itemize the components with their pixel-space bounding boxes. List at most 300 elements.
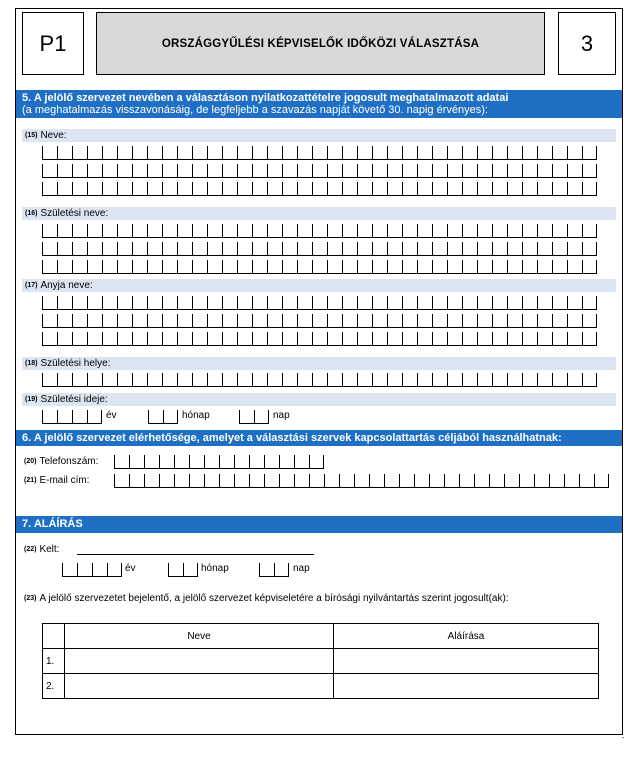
char-box[interactable] xyxy=(522,332,537,346)
char-box[interactable] xyxy=(162,296,177,310)
char-box[interactable] xyxy=(447,373,462,387)
char-box[interactable] xyxy=(147,224,162,238)
char-box[interactable] xyxy=(204,474,219,488)
char-box[interactable] xyxy=(237,314,252,328)
char-box[interactable] xyxy=(237,242,252,256)
char-box[interactable] xyxy=(507,373,522,387)
char-box[interactable] xyxy=(87,146,102,160)
char-box[interactable] xyxy=(582,242,597,256)
char-box[interactable] xyxy=(282,182,297,196)
char-box[interactable] xyxy=(342,182,357,196)
char-box[interactable] xyxy=(147,314,162,328)
char-box[interactable] xyxy=(384,474,399,488)
char-box[interactable] xyxy=(297,242,312,256)
char-box[interactable] xyxy=(309,474,324,488)
char-box[interactable] xyxy=(77,563,92,577)
char-box[interactable] xyxy=(312,260,327,274)
char-box[interactable] xyxy=(282,146,297,160)
char-box[interactable] xyxy=(504,474,519,488)
char-box[interactable] xyxy=(252,260,267,274)
char-box[interactable] xyxy=(342,260,357,274)
char-box[interactable] xyxy=(489,474,504,488)
char-box[interactable] xyxy=(192,242,207,256)
char-box[interactable] xyxy=(477,146,492,160)
char-box[interactable] xyxy=(147,146,162,160)
name-boxes-row3[interactable] xyxy=(42,182,597,196)
char-box[interactable] xyxy=(42,332,57,346)
char-box[interactable] xyxy=(507,296,522,310)
char-box[interactable] xyxy=(192,332,207,346)
char-box[interactable] xyxy=(417,373,432,387)
char-box[interactable] xyxy=(447,332,462,346)
char-box[interactable] xyxy=(327,182,342,196)
char-box[interactable] xyxy=(207,332,222,346)
char-box[interactable] xyxy=(417,332,432,346)
char-box[interactable] xyxy=(477,314,492,328)
birth-name-boxes-row2[interactable] xyxy=(42,242,597,256)
char-box[interactable] xyxy=(267,182,282,196)
char-box[interactable] xyxy=(582,332,597,346)
char-box[interactable] xyxy=(92,563,107,577)
char-box[interactable] xyxy=(192,164,207,178)
char-box[interactable] xyxy=(357,242,372,256)
char-box[interactable] xyxy=(447,242,462,256)
char-box[interactable] xyxy=(183,563,198,577)
char-box[interactable] xyxy=(357,373,372,387)
char-box[interactable] xyxy=(72,314,87,328)
char-box[interactable] xyxy=(357,224,372,238)
char-box[interactable] xyxy=(477,373,492,387)
char-box[interactable] xyxy=(189,474,204,488)
char-box[interactable] xyxy=(294,455,309,469)
char-box[interactable] xyxy=(264,474,279,488)
char-box[interactable] xyxy=(222,224,237,238)
char-box[interactable] xyxy=(259,563,274,577)
char-box[interactable] xyxy=(582,314,597,328)
char-box[interactable] xyxy=(42,296,57,310)
char-box[interactable] xyxy=(237,260,252,274)
char-box[interactable] xyxy=(132,164,147,178)
char-box[interactable] xyxy=(234,455,249,469)
name-boxes-row1[interactable] xyxy=(42,146,597,160)
char-box[interactable] xyxy=(567,164,582,178)
char-box[interactable] xyxy=(177,146,192,160)
char-box[interactable] xyxy=(474,474,489,488)
char-box[interactable] xyxy=(552,373,567,387)
char-box[interactable] xyxy=(207,314,222,328)
char-box[interactable] xyxy=(432,164,447,178)
char-box[interactable] xyxy=(417,314,432,328)
char-box[interactable] xyxy=(282,242,297,256)
char-box[interactable] xyxy=(267,373,282,387)
char-box[interactable] xyxy=(57,296,72,310)
char-box[interactable] xyxy=(207,224,222,238)
char-box[interactable] xyxy=(252,332,267,346)
char-box[interactable] xyxy=(327,296,342,310)
char-box[interactable] xyxy=(102,260,117,274)
char-box[interactable] xyxy=(249,455,264,469)
char-box[interactable] xyxy=(72,373,87,387)
char-box[interactable] xyxy=(237,164,252,178)
char-box[interactable] xyxy=(327,314,342,328)
char-box[interactable] xyxy=(582,260,597,274)
char-box[interactable] xyxy=(252,224,267,238)
char-box[interactable] xyxy=(522,182,537,196)
char-box[interactable] xyxy=(582,146,597,160)
char-box[interactable] xyxy=(57,410,72,424)
char-box[interactable] xyxy=(57,314,72,328)
char-box[interactable] xyxy=(252,182,267,196)
phone-boxes[interactable] xyxy=(114,455,324,469)
char-box[interactable] xyxy=(537,314,552,328)
kelt-place-line[interactable] xyxy=(77,554,314,555)
char-box[interactable] xyxy=(447,182,462,196)
char-box[interactable] xyxy=(312,224,327,238)
char-box[interactable] xyxy=(282,314,297,328)
char-box[interactable] xyxy=(42,410,57,424)
char-box[interactable] xyxy=(102,296,117,310)
char-box[interactable] xyxy=(447,164,462,178)
char-box[interactable] xyxy=(57,182,72,196)
char-box[interactable] xyxy=(552,146,567,160)
char-box[interactable] xyxy=(312,146,327,160)
char-box[interactable] xyxy=(579,474,594,488)
char-box[interactable] xyxy=(537,146,552,160)
char-box[interactable] xyxy=(492,373,507,387)
birth-name-boxes-row1[interactable] xyxy=(42,224,597,238)
char-box[interactable] xyxy=(297,314,312,328)
char-box[interactable] xyxy=(207,242,222,256)
char-box[interactable] xyxy=(372,224,387,238)
char-box[interactable] xyxy=(417,182,432,196)
char-box[interactable] xyxy=(372,182,387,196)
char-box[interactable] xyxy=(87,242,102,256)
char-box[interactable] xyxy=(222,242,237,256)
char-box[interactable] xyxy=(174,474,189,488)
char-box[interactable] xyxy=(42,182,57,196)
char-box[interactable] xyxy=(432,314,447,328)
char-box[interactable] xyxy=(387,182,402,196)
char-box[interactable] xyxy=(222,164,237,178)
char-box[interactable] xyxy=(297,332,312,346)
char-box[interactable] xyxy=(492,164,507,178)
char-box[interactable] xyxy=(282,332,297,346)
char-box[interactable] xyxy=(222,296,237,310)
char-box[interactable] xyxy=(132,314,147,328)
char-box[interactable] xyxy=(147,164,162,178)
char-box[interactable] xyxy=(234,474,249,488)
char-box[interactable] xyxy=(522,164,537,178)
char-box[interactable] xyxy=(267,260,282,274)
char-box[interactable] xyxy=(372,373,387,387)
char-box[interactable] xyxy=(582,373,597,387)
char-box[interactable] xyxy=(327,332,342,346)
char-box[interactable] xyxy=(507,224,522,238)
char-box[interactable] xyxy=(372,296,387,310)
char-box[interactable] xyxy=(42,242,57,256)
char-box[interactable] xyxy=(114,455,129,469)
char-box[interactable] xyxy=(102,164,117,178)
char-box[interactable] xyxy=(162,164,177,178)
char-box[interactable] xyxy=(254,410,269,424)
char-box[interactable] xyxy=(402,332,417,346)
birth-place-boxes[interactable] xyxy=(42,373,597,387)
char-box[interactable] xyxy=(462,332,477,346)
char-box[interactable] xyxy=(402,314,417,328)
char-box[interactable] xyxy=(237,296,252,310)
char-box[interactable] xyxy=(357,146,372,160)
char-box[interactable] xyxy=(219,455,234,469)
char-box[interactable] xyxy=(267,242,282,256)
char-box[interactable] xyxy=(462,260,477,274)
char-box[interactable] xyxy=(132,296,147,310)
char-box[interactable] xyxy=(87,164,102,178)
char-box[interactable] xyxy=(522,296,537,310)
char-box[interactable] xyxy=(342,224,357,238)
char-box[interactable] xyxy=(507,332,522,346)
char-box[interactable] xyxy=(312,373,327,387)
char-box[interactable] xyxy=(507,146,522,160)
char-box[interactable] xyxy=(537,242,552,256)
signer-signature-cell[interactable] xyxy=(334,674,599,699)
char-box[interactable] xyxy=(102,182,117,196)
char-box[interactable] xyxy=(147,182,162,196)
char-box[interactable] xyxy=(357,314,372,328)
char-box[interactable] xyxy=(264,455,279,469)
char-box[interactable] xyxy=(357,296,372,310)
char-box[interactable] xyxy=(117,373,132,387)
char-box[interactable] xyxy=(492,242,507,256)
char-box[interactable] xyxy=(132,332,147,346)
char-box[interactable] xyxy=(312,182,327,196)
char-box[interactable] xyxy=(42,164,57,178)
char-box[interactable] xyxy=(522,373,537,387)
char-box[interactable] xyxy=(312,242,327,256)
char-box[interactable] xyxy=(57,242,72,256)
char-box[interactable] xyxy=(372,242,387,256)
char-box[interactable] xyxy=(537,224,552,238)
char-box[interactable] xyxy=(117,164,132,178)
char-box[interactable] xyxy=(402,182,417,196)
email-boxes[interactable] xyxy=(114,474,609,488)
char-box[interactable] xyxy=(132,242,147,256)
char-box[interactable] xyxy=(522,260,537,274)
char-box[interactable] xyxy=(537,373,552,387)
char-box[interactable] xyxy=(192,296,207,310)
char-box[interactable] xyxy=(327,242,342,256)
char-box[interactable] xyxy=(102,224,117,238)
char-box[interactable] xyxy=(132,146,147,160)
char-box[interactable] xyxy=(117,182,132,196)
char-box[interactable] xyxy=(192,146,207,160)
char-box[interactable] xyxy=(387,373,402,387)
char-box[interactable] xyxy=(102,332,117,346)
char-box[interactable] xyxy=(522,242,537,256)
char-box[interactable] xyxy=(567,296,582,310)
char-box[interactable] xyxy=(207,164,222,178)
char-box[interactable] xyxy=(132,224,147,238)
char-box[interactable] xyxy=(267,296,282,310)
char-box[interactable] xyxy=(327,164,342,178)
char-box[interactable] xyxy=(342,373,357,387)
char-box[interactable] xyxy=(147,260,162,274)
char-box[interactable] xyxy=(417,296,432,310)
mother-name-boxes-row2[interactable] xyxy=(42,314,597,328)
char-box[interactable] xyxy=(132,182,147,196)
char-box[interactable] xyxy=(582,164,597,178)
char-box[interactable] xyxy=(477,296,492,310)
birth-name-boxes-row3[interactable] xyxy=(42,260,597,274)
char-box[interactable] xyxy=(297,182,312,196)
char-box[interactable] xyxy=(207,373,222,387)
signer-name-cell[interactable] xyxy=(65,649,334,674)
char-box[interactable] xyxy=(492,314,507,328)
char-box[interactable] xyxy=(462,224,477,238)
char-box[interactable] xyxy=(222,332,237,346)
char-box[interactable] xyxy=(252,373,267,387)
char-box[interactable] xyxy=(132,373,147,387)
char-box[interactable] xyxy=(462,314,477,328)
char-box[interactable] xyxy=(87,224,102,238)
char-box[interactable] xyxy=(57,146,72,160)
char-box[interactable] xyxy=(417,224,432,238)
name-boxes-row2[interactable] xyxy=(42,164,597,178)
char-box[interactable] xyxy=(477,242,492,256)
char-box[interactable] xyxy=(564,474,579,488)
char-box[interactable] xyxy=(42,314,57,328)
char-box[interactable] xyxy=(582,296,597,310)
char-box[interactable] xyxy=(163,410,178,424)
char-box[interactable] xyxy=(552,296,567,310)
char-box[interactable] xyxy=(117,332,132,346)
char-box[interactable] xyxy=(294,474,309,488)
char-box[interactable] xyxy=(312,164,327,178)
char-box[interactable] xyxy=(417,146,432,160)
char-box[interactable] xyxy=(537,164,552,178)
char-box[interactable] xyxy=(492,224,507,238)
char-box[interactable] xyxy=(594,474,609,488)
char-box[interactable] xyxy=(177,373,192,387)
char-box[interactable] xyxy=(297,164,312,178)
char-box[interactable] xyxy=(402,242,417,256)
char-box[interactable] xyxy=(237,224,252,238)
char-box[interactable] xyxy=(342,164,357,178)
char-box[interactable] xyxy=(297,260,312,274)
char-box[interactable] xyxy=(507,182,522,196)
char-box[interactable] xyxy=(162,373,177,387)
birth-year-boxes[interactable] xyxy=(42,410,102,424)
char-box[interactable] xyxy=(447,260,462,274)
char-box[interactable] xyxy=(162,314,177,328)
char-box[interactable] xyxy=(402,164,417,178)
char-box[interactable] xyxy=(57,224,72,238)
char-box[interactable] xyxy=(162,260,177,274)
char-box[interactable] xyxy=(237,373,252,387)
char-box[interactable] xyxy=(492,260,507,274)
char-box[interactable] xyxy=(267,224,282,238)
char-box[interactable] xyxy=(459,474,474,488)
birth-month-boxes[interactable] xyxy=(148,410,178,424)
char-box[interactable] xyxy=(57,260,72,274)
char-box[interactable] xyxy=(567,224,582,238)
char-box[interactable] xyxy=(309,455,324,469)
char-box[interactable] xyxy=(519,474,534,488)
char-box[interactable] xyxy=(567,146,582,160)
char-box[interactable] xyxy=(177,242,192,256)
kelt-day-boxes[interactable] xyxy=(259,563,289,577)
char-box[interactable] xyxy=(102,314,117,328)
char-box[interactable] xyxy=(168,563,183,577)
char-box[interactable] xyxy=(462,182,477,196)
char-box[interactable] xyxy=(147,296,162,310)
birth-day-boxes[interactable] xyxy=(239,410,269,424)
char-box[interactable] xyxy=(507,314,522,328)
char-box[interactable] xyxy=(222,373,237,387)
char-box[interactable] xyxy=(552,260,567,274)
char-box[interactable] xyxy=(239,410,254,424)
char-box[interactable] xyxy=(162,182,177,196)
char-box[interactable] xyxy=(297,224,312,238)
signer-name-cell[interactable] xyxy=(65,674,334,699)
char-box[interactable] xyxy=(447,224,462,238)
char-box[interactable] xyxy=(372,332,387,346)
char-box[interactable] xyxy=(72,296,87,310)
char-box[interactable] xyxy=(252,314,267,328)
char-box[interactable] xyxy=(237,182,252,196)
char-box[interactable] xyxy=(237,332,252,346)
char-box[interactable] xyxy=(492,182,507,196)
char-box[interactable] xyxy=(252,242,267,256)
char-box[interactable] xyxy=(402,373,417,387)
char-box[interactable] xyxy=(72,164,87,178)
char-box[interactable] xyxy=(237,146,252,160)
char-box[interactable] xyxy=(402,296,417,310)
char-box[interactable] xyxy=(462,164,477,178)
char-box[interactable] xyxy=(462,296,477,310)
char-box[interactable] xyxy=(252,146,267,160)
char-box[interactable] xyxy=(462,373,477,387)
char-box[interactable] xyxy=(148,410,163,424)
char-box[interactable] xyxy=(327,146,342,160)
char-box[interactable] xyxy=(324,474,339,488)
char-box[interactable] xyxy=(372,314,387,328)
kelt-month-boxes[interactable] xyxy=(168,563,198,577)
char-box[interactable] xyxy=(402,260,417,274)
char-box[interactable] xyxy=(72,182,87,196)
char-box[interactable] xyxy=(252,296,267,310)
char-box[interactable] xyxy=(312,314,327,328)
char-box[interactable] xyxy=(477,260,492,274)
char-box[interactable] xyxy=(432,373,447,387)
char-box[interactable] xyxy=(372,146,387,160)
char-box[interactable] xyxy=(567,332,582,346)
char-box[interactable] xyxy=(387,332,402,346)
char-box[interactable] xyxy=(42,373,57,387)
char-box[interactable] xyxy=(312,332,327,346)
char-box[interactable] xyxy=(414,474,429,488)
char-box[interactable] xyxy=(207,146,222,160)
char-box[interactable] xyxy=(567,373,582,387)
char-box[interactable] xyxy=(552,224,567,238)
char-box[interactable] xyxy=(567,314,582,328)
char-box[interactable] xyxy=(87,296,102,310)
char-box[interactable] xyxy=(447,146,462,160)
char-box[interactable] xyxy=(402,146,417,160)
char-box[interactable] xyxy=(144,474,159,488)
char-box[interactable] xyxy=(372,164,387,178)
char-box[interactable] xyxy=(87,314,102,328)
char-box[interactable] xyxy=(507,260,522,274)
